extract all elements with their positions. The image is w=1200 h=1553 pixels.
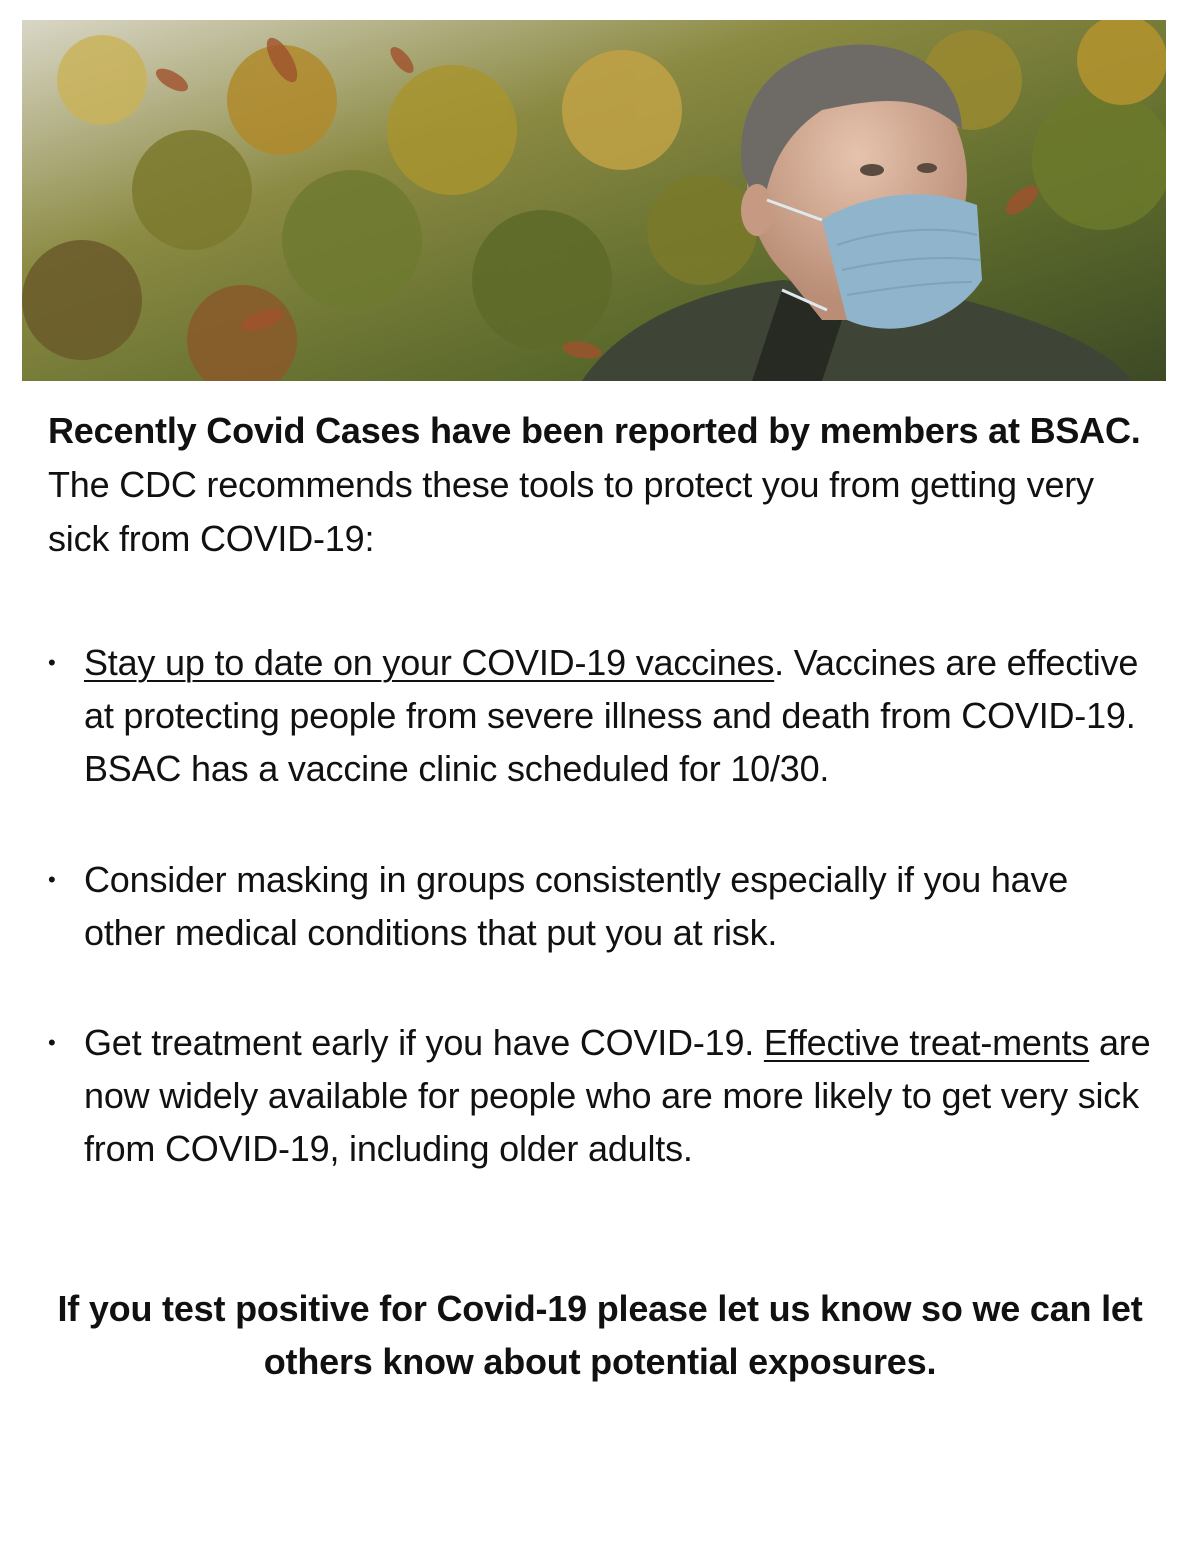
- hero-image: [22, 20, 1166, 381]
- tips-list: [48, 636, 1158, 1175]
- treatments-link[interactable]: Effective treat-ments: [763, 1022, 1090, 1063]
- notice-body: [48, 404, 1158, 1175]
- tip-text-before: Get treatment early if you have COVID-19.: [84, 1022, 764, 1063]
- tip-text: . Vaccines are effective at protecting people from severe illness and death from COVID-19. BSAC has a vaccine clinic scheduled for 10/30.: [84, 642, 1139, 789]
- closing-message: If you test positive for Covid-19 please let us know so we can let others know about potential exposures.: [57, 1288, 1143, 1382]
- list-item: [48, 636, 1158, 795]
- intro-paragraph: [48, 404, 1158, 566]
- intro-bold-heading: Recently Covid Cases have been reported by members at BSAC.: [48, 410, 1141, 451]
- bullet-icon: •: [48, 1030, 56, 1055]
- vaccines-link[interactable]: Stay up to date on your COVID-19 vaccines: [84, 642, 775, 683]
- tip-text: are now widely available for people who are more likely to get very sick from COVID-19, including older adults.: [84, 1022, 1151, 1169]
- bullet-icon: •: [48, 867, 56, 892]
- bullet-icon: •: [48, 650, 56, 675]
- list-item: [48, 1016, 1158, 1175]
- masked-man-photo: [22, 20, 1166, 381]
- tip-text: Consider masking in groups consistently especially if you have other medical conditions that put you at risk.: [84, 859, 1069, 953]
- intro-text: The CDC recommends these tools to protect you from getting very sick from COVID-19:: [48, 464, 1094, 559]
- list-item: [48, 853, 1158, 959]
